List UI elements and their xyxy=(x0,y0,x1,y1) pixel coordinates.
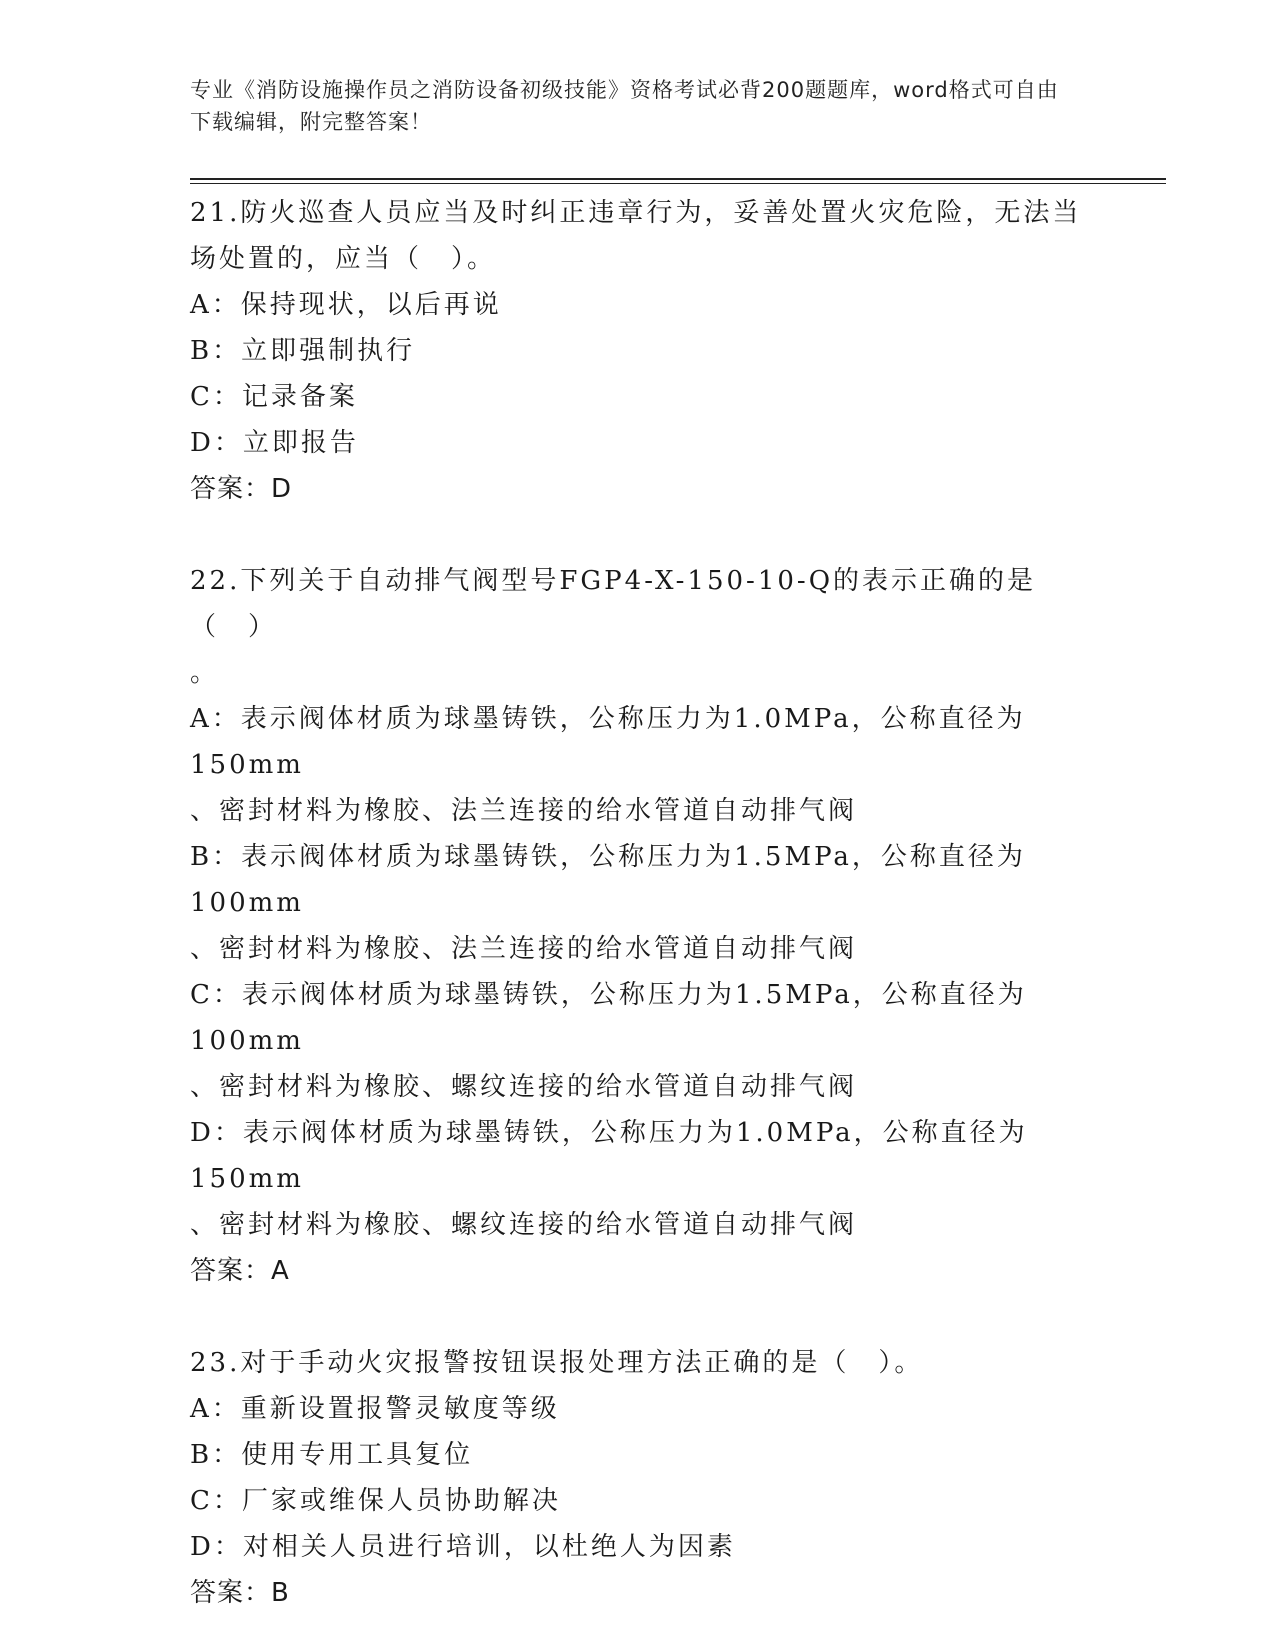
option-a: A：重新设置报警灵敏度等级 xyxy=(190,1394,560,1424)
answer-line: 答案：A xyxy=(190,1256,290,1286)
question-stem-line: 21.防火巡查人员应当及时纠正违章行为，妥善处置火灾危险，无法当 xyxy=(190,198,1082,228)
option-d-continued: 、密封材料为橡胶、螺纹连接的给水管道自动排气阀 xyxy=(190,1210,858,1240)
question-22 xyxy=(190,558,1090,1294)
answer-line: 答案：D xyxy=(190,474,293,504)
answer-line: 答案：B xyxy=(190,1578,290,1608)
question-spacer xyxy=(190,1294,1090,1340)
option-d: D：表示阀体材质为球墨铸铁，公称压力为1.0MPa，公称直径为150mm xyxy=(190,1118,1028,1194)
question-stem-line: 。 xyxy=(190,658,220,688)
question-stem-line: 22.下列关于自动排气阀型号FGP4-X-150-10-Q的表示正确的是（ ） xyxy=(190,566,1037,642)
option-d: D：对相关人员进行培训，以杜绝人为因素 xyxy=(190,1532,736,1562)
option-a-continued: 、密封材料为橡胶、法兰连接的给水管道自动排气阀 xyxy=(190,796,858,826)
header-divider-thin xyxy=(190,183,1166,184)
option-a: A：保持现状，以后再说 xyxy=(190,290,502,320)
question-23 xyxy=(190,1340,1090,1616)
question-list xyxy=(190,190,1090,1616)
header-divider-thick xyxy=(190,178,1166,180)
option-c: C：厂家或维保人员协助解决 xyxy=(190,1486,561,1516)
question-spacer xyxy=(190,512,1090,558)
question-21 xyxy=(190,190,1090,512)
option-d: D：立即报告 xyxy=(190,428,359,458)
option-b: B：立即强制执行 xyxy=(190,336,416,366)
option-a: A：表示阀体材质为球墨铸铁，公称压力为1.0MPa，公称直径为150mm xyxy=(190,704,1026,780)
option-b: B：表示阀体材质为球墨铸铁，公称压力为1.5MPa，公称直径为100mm xyxy=(190,842,1026,918)
option-c-continued: 、密封材料为橡胶、螺纹连接的给水管道自动排气阀 xyxy=(190,1072,858,1102)
option-c: C：记录备案 xyxy=(190,382,358,412)
question-stem-line: 23.对于手动火灾报警按钮误报处理方法正确的是（ ）。 xyxy=(190,1348,924,1378)
document-header xyxy=(190,74,1080,138)
option-b: B：使用专用工具复位 xyxy=(190,1440,474,1470)
option-c: C：表示阀体材质为球墨铸铁，公称压力为1.5MPa，公称直径为100mm xyxy=(190,980,1027,1056)
question-stem-line: 场处置的，应当（ ）。 xyxy=(190,244,497,274)
header-title: 专业《消防设施操作员之消防设备初级技能》资格考试必背200题题库，word格式可自由下载编辑，附完整答案！ xyxy=(190,78,1059,134)
option-b-continued: 、密封材料为橡胶、法兰连接的给水管道自动排气阀 xyxy=(190,934,858,964)
